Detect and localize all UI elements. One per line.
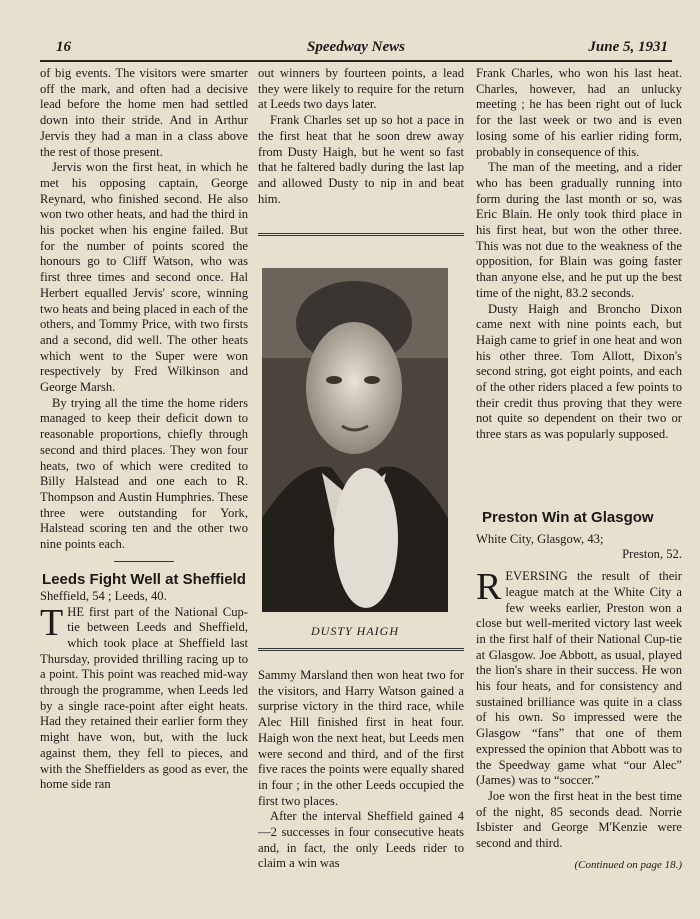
article-paragraph: Frank Charles set up so hot a pace in the first heat that he soon drew away from Dusty Haigh, but he went so fast that he faltered badly during the last lap and allowed Dusty to nip in and beat him.: [258, 113, 464, 206]
article-paragraph: THE first part of the National Cup-tie between Leeds and Sheffield, which took place at Sheffield last Thursday, provided thrilling racing up to a point. This point was reached mid-way through the programme, when Leeds led by a single race-point after eight heats. Had they retained their earlier form they might have won, but, with the luck against them, they fell to pieces, and with the Sheffielders as good as ever, the home side ran: [40, 601, 248, 792]
column-2: [258, 66, 464, 207]
column-2-bottom: [258, 668, 464, 872]
article-paragraph: out winners by fourteen points, a lead they were likely to require for the return at Leeds two days later.: [258, 66, 464, 112]
photo-rule-top: [258, 233, 464, 236]
running-header: [40, 36, 672, 62]
section-divider: [114, 561, 174, 562]
continued-note: (Continued on page 18.): [574, 858, 682, 871]
publication-title: Speedway News: [307, 39, 405, 55]
article-paragraph: Dusty Haigh and Broncho Dixon came next with nine points each, but Haigh came to grief in one heat and won his other three. Tom Allott, Dixon's second string, got eight points, and each of the other riders placed a few points to their credit thus proving that they were not quite so dependent on their two or three stars as was popularly supposed.: [476, 301, 682, 442]
match-score: Sheffield, 54 ; Leeds, 40.: [40, 588, 167, 603]
article-paragraph: of big events. The visitors were smarter off the mark, and often had a decisive lead before the home men had settled down into their stride. And in Arthur Jervis they had a man in a class above the rest of those present.: [40, 66, 248, 159]
article-paragraph: The man of the meeting, and a rider who has been gradually running into form during the last month or so, was Eric Blain. He only took third place in his first heat, but won the other three. This was not due to the weakness of the opposition, for Blain was going faster than anyone else, and he put up the best time of the night, 83.2 seconds.: [476, 160, 682, 300]
article-paragraph: Joe won the first heat in the best time of the night, 85 seconds dead. Norrie Isbister and George M'Kenzie were second and third.: [476, 788, 682, 851]
article-paragraph: After the interval Sheffield gained 4—2 successes in four consecutive heats and, in fact, the only Leeds rider to claim a win was: [258, 809, 464, 871]
rider-portrait-image: [262, 268, 448, 612]
page-number: 16: [56, 39, 71, 55]
drop-cap: R: [476, 566, 502, 609]
article-headline: Preston Win at Glasgow: [482, 509, 654, 526]
issue-date: June 5, 1931: [588, 39, 668, 55]
article-paragraph: Frank Charles, who won his last heat. Charles, however, had an unlucky meeting ; he has been right out of luck for the last week or two and is even losing some of his earlier riding form, probably in consequence of this.: [476, 66, 682, 159]
article-paragraph: Jervis won the first heat, in which he met his opposing captain, George Reynard, who finished second. He also won two other heats, and had the third in his pocket when his engine failed. But for the number of points scored the honours go to Cliff Watson, who was first three times and second once. Hal Herbert equalled Jervis' score, winning two heats and being placed in each of the others, and Tommy Price, with two firsts and a second, did well. The other heats which went to the Super were won respectively by Fred Wilkinson and George Marsh.: [40, 160, 248, 395]
rider-photo: [262, 268, 448, 612]
column-3: [476, 66, 682, 443]
article-headline: Leeds Fight Well at Sheffield: [42, 570, 246, 588]
glasgow-article: [476, 510, 682, 873]
article-paragraph: REVERSING the result of their league match at the White City a few weeks earlier, Preston won a close but well-merited victory last week in the first half of their National Cup-tie at Glasgow. Joe Abbott, as usual, played the lion's share in their success. He won his four heats, and for consistency and sustained brilliance was quite in a class of his own. So impressed were the Glasgow “fans” that one of them expressed the opinion that Abbott was to the Speedway game what “our Alec” (James) was to “soccer.”: [476, 566, 682, 788]
photo-caption: DUSTY HAIGH: [310, 624, 399, 638]
match-score-line: White City, Glasgow, 43;: [476, 531, 604, 546]
article-paragraph: Sammy Marsland then won heat two for the visitors, and Harry Watson gained a surprise victory in the third race, while Alec Hill finished first in heat four. Haigh won the next heat, but Leeds men were second and third, and of the first five races the points were equally shared in four ; in the other Leeds occupied the first two places.: [258, 668, 464, 808]
drop-cap: T: [40, 601, 64, 644]
article-paragraph: By trying all the time the home riders managed to keep their deficit down to reasonable proportions, chiefly through second and third places. They won four heats, two of which were credited to Billy Halstead and one each to R. Thompson and Austin Humphries. These three were outstanding for York, Halstead scoring ten and the other two nine points each.: [40, 395, 248, 552]
photo-rule-bottom: [258, 648, 464, 651]
match-score-line: Preston, 52.: [622, 547, 682, 562]
column-1: [40, 66, 248, 793]
